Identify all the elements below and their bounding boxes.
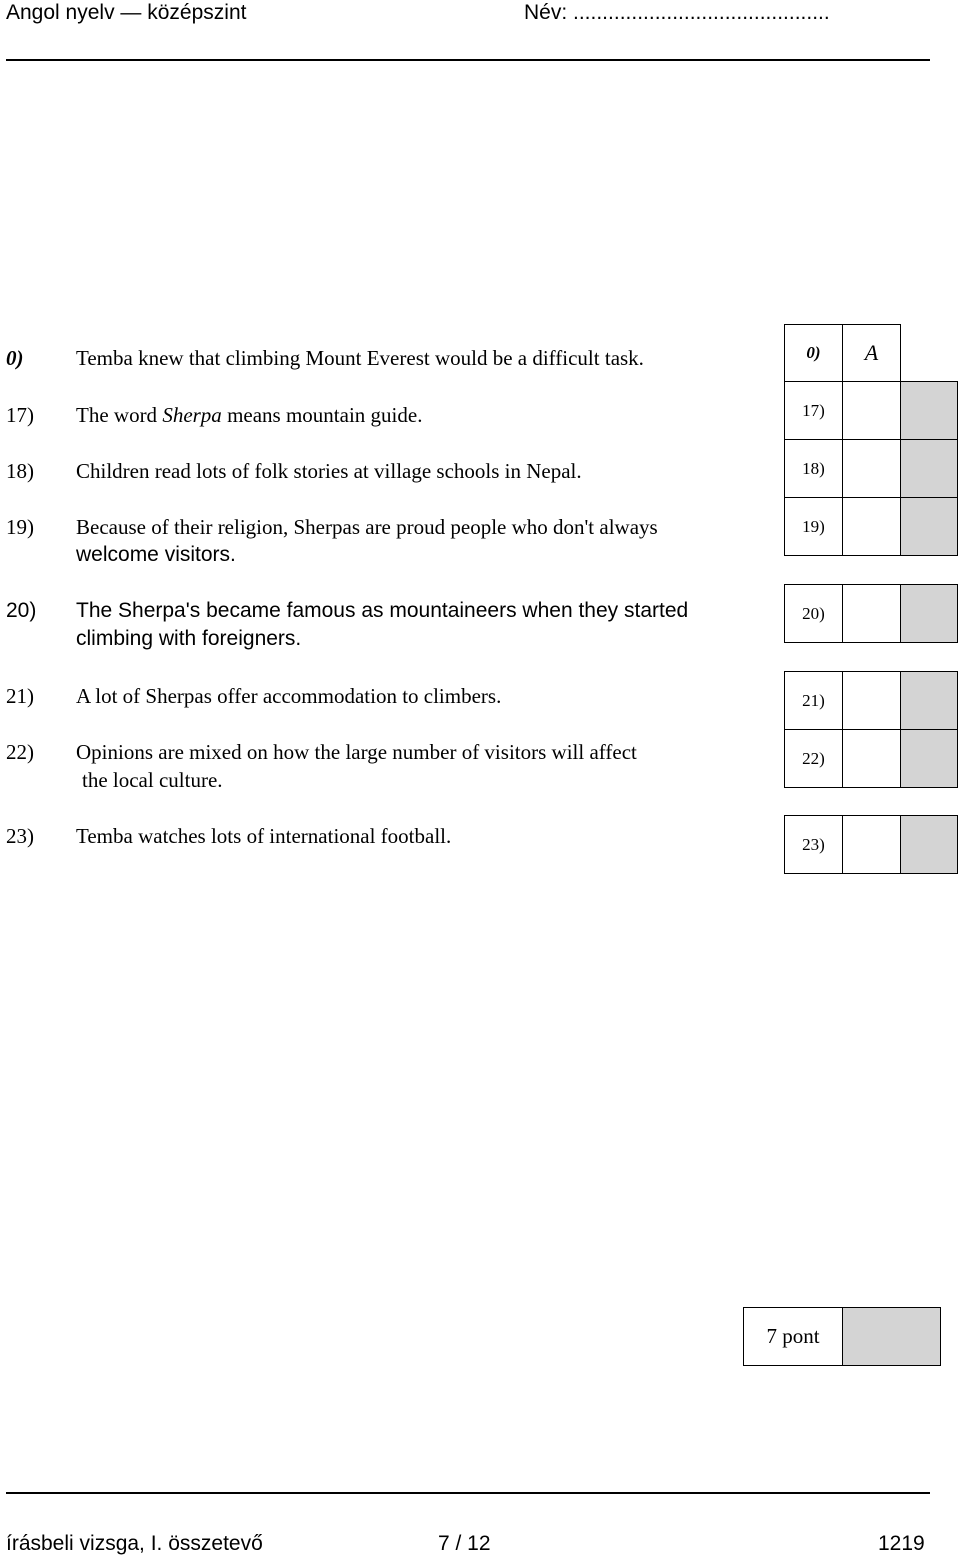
score-cell-19: [900, 497, 958, 556]
score-cell-20: [900, 584, 958, 643]
question-text: The Sherpa's became famous as mountaineers when they started climbing with foreigners.: [76, 599, 689, 650]
question-number: 0): [6, 346, 24, 370]
footer-page-number: 7 / 12: [438, 1532, 491, 1555]
answer-cell-17[interactable]: [842, 381, 901, 440]
question-text: Children read lots of folk stories at village schools in Nepal.: [76, 459, 582, 483]
question-number: 23): [6, 824, 34, 848]
score-cell-23: [900, 815, 958, 874]
question-number: 19): [6, 515, 34, 539]
answer-cell-22[interactable]: [842, 729, 901, 788]
footer-rule: [6, 1492, 930, 1494]
question-text: The word Sherpa means mountain guide.: [76, 403, 423, 427]
emphasized-word: Sherpa: [162, 403, 222, 427]
question-number: 17): [6, 403, 34, 427]
answer-label-23: 23): [784, 815, 843, 874]
question-number: 18): [6, 459, 34, 483]
answer-cell-18[interactable]: [842, 439, 901, 498]
answer-label-17: 17): [784, 381, 843, 440]
score-cell-21: [900, 671, 958, 730]
footer-exam-code: 1219: [878, 1532, 925, 1555]
answer-label-20: 20): [784, 584, 843, 643]
points-score-cell: [842, 1307, 941, 1366]
question-text: A lot of Sherpas offer accommodation to climbers.: [76, 684, 502, 708]
question-number: 21): [6, 684, 34, 708]
question-number: 22): [6, 740, 34, 764]
question-text: Temba watches lots of international football.: [76, 824, 452, 848]
points-label: 7 pont: [743, 1307, 843, 1366]
score-cell-22: [900, 729, 958, 788]
question-text: Temba knew that climbing Mount Everest would be a difficult task.: [76, 346, 644, 370]
answer-label-21: 21): [784, 671, 843, 730]
score-cell-17: [900, 381, 958, 440]
question-text: Opinions are mixed on how the large number of visitors will affect the local culture.: [76, 740, 637, 792]
answer-label-19: 19): [784, 497, 843, 556]
answer-cell-19[interactable]: [842, 497, 901, 556]
answer-label-22: 22): [784, 729, 843, 788]
subject-level-title: Angol nyelv — középszint: [6, 1, 247, 24]
answer-label-18: 18): [784, 439, 843, 498]
answer-cell-23[interactable]: [842, 815, 901, 874]
page-header: [0, 0, 960, 60]
answer-cell-20[interactable]: [842, 584, 901, 643]
footer-exam-part: írásbeli vizsga, I. összetevő: [6, 1532, 263, 1555]
answer-cell-21[interactable]: [842, 671, 901, 730]
score-cell-18: [900, 439, 958, 498]
answer-label-0: 0): [784, 324, 843, 382]
name-field-label: Név: ............................................: [524, 1, 830, 24]
header-rule: [6, 59, 930, 61]
answer-cell-0: A: [842, 324, 901, 382]
question-text: Because of their religion, Sherpas are proud people who don't always welcome visitors.: [76, 515, 658, 566]
question-number: 20): [6, 599, 37, 622]
